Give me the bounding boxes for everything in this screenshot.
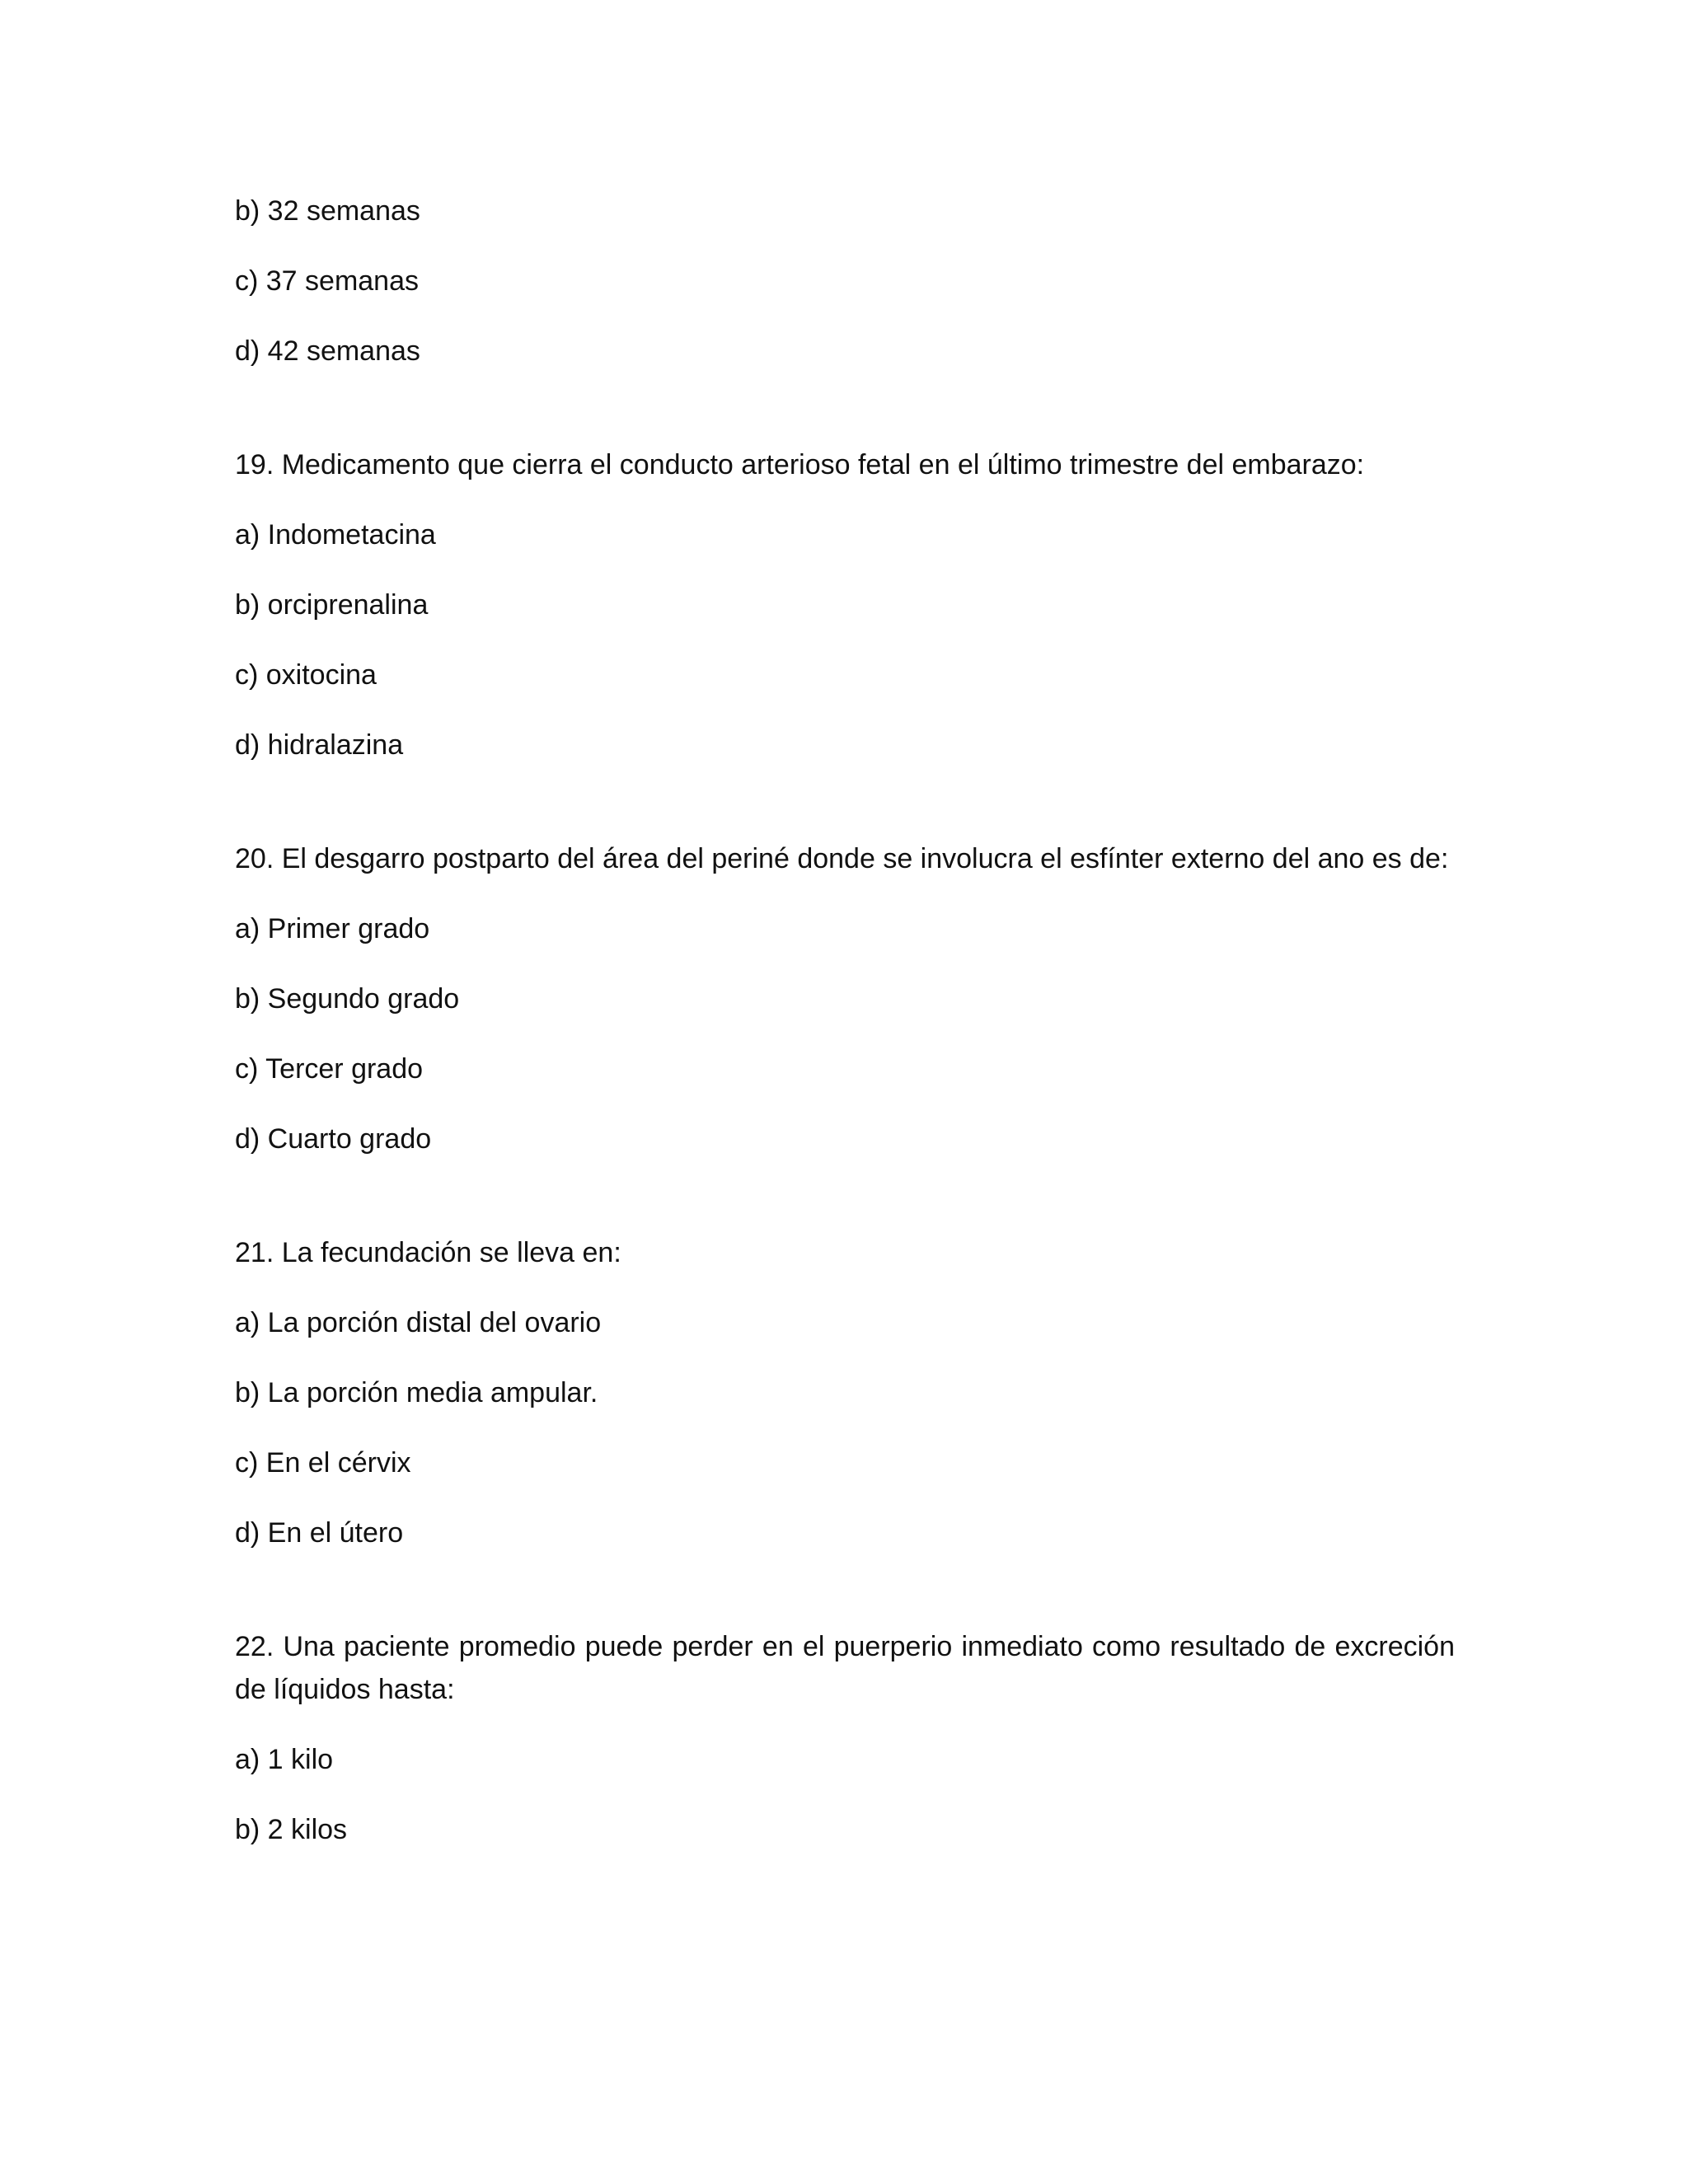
option-b: b) La porción media ampular.	[235, 1377, 598, 1408]
question-21	[235, 1231, 1455, 1554]
option-c: c) Tercer grado	[235, 1053, 424, 1085]
option-a: a) Primer grado	[235, 913, 430, 944]
option-d: d) En el útero	[235, 1517, 404, 1549]
question-text: 19. Medicamento que cierra el conducto arterioso fetal en el último trimestre del embarazo:	[235, 449, 1365, 480]
option-a: a) 1 kilo	[235, 1744, 334, 1775]
option-b: b) Segundo grado	[235, 983, 460, 1015]
option-c: c) En el cérvix	[235, 1447, 411, 1479]
option-c: c) oxitocina	[235, 659, 377, 691]
question-22	[235, 1625, 1455, 1851]
option-d: d) hidralazina	[235, 729, 404, 761]
option-b: b) 2 kilos	[235, 1814, 348, 1845]
option-d: d) 42 semanas	[235, 335, 420, 367]
option-a: a) Indometacina	[235, 519, 436, 551]
question-text: 21. La fecundación se lleva en:	[235, 1237, 621, 1268]
option-b: b) orciprenalina	[235, 589, 429, 621]
question-text: 20. El desgarro postparto del área del periné donde se involucra el esfínter externo del ano es de:	[235, 843, 1449, 874]
question-20	[235, 837, 1455, 1160]
question-19	[235, 443, 1455, 766]
option-d: d) Cuarto grado	[235, 1123, 432, 1155]
option-c: c) 37 semanas	[235, 265, 419, 297]
question-text: 22. Una paciente promedio puede perder en el puerperio inmediato como resultado de excreción de líquidos hasta:	[235, 1631, 1455, 1705]
document-content	[235, 190, 1455, 1878]
option-a: a) La porción distal del ovario	[235, 1307, 602, 1338]
question-18-continued	[235, 190, 1455, 373]
option-b: b) 32 semanas	[235, 195, 420, 227]
